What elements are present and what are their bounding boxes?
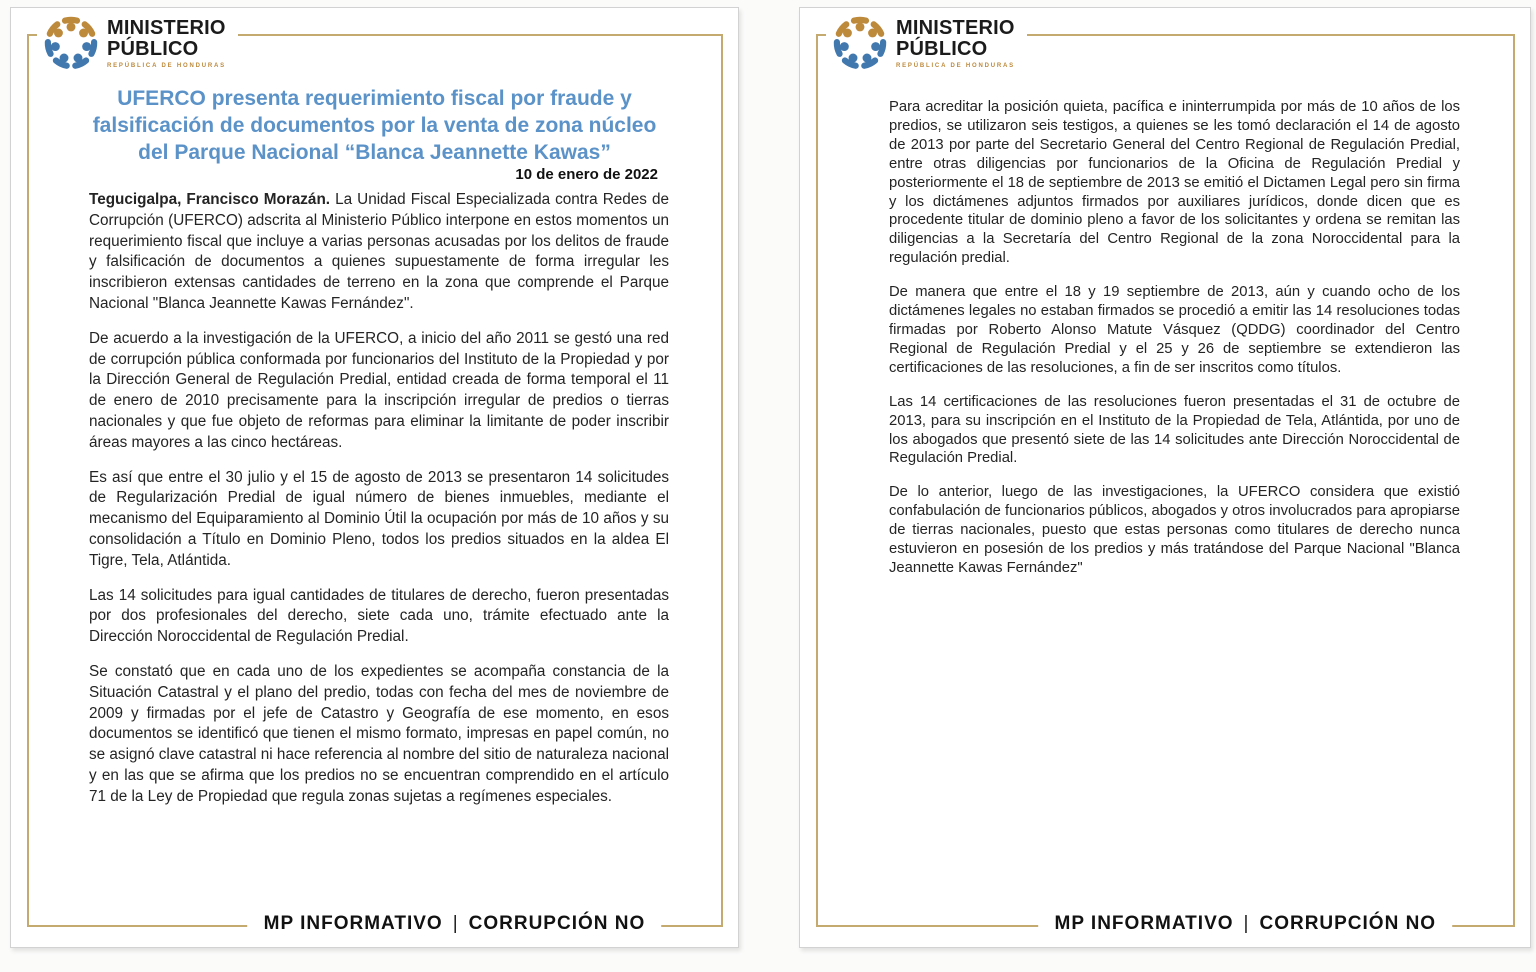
footer-mp-informativo-label: MP INFORMATIVO [1054,913,1234,934]
press-paragraph [89,190,669,315]
footer-divider: | [1243,913,1250,934]
press-paragraph: De acuerdo a la investigación de la UFERCO, a inicio del año 2011 se gestó una red de corrupción pública conformada por funcionarios del Instituto de la Propiedad y por la Dirección General de Regulación Predial, entidad creada de forma temporal el 11 de enero de 2010 precisamente para la inscripción irregular de predios o tierras nacionales y que fue objeto de reformas para eliminar la limitante de poder inscribir áreas mayores a las cinco hectáreas. [89,329,669,451]
footer-corrupcion-no-label: CORRUPCIÓN NO [468,913,646,934]
release-date: 10 de enero de 2022 [515,166,658,183]
people-ring-icon [832,15,888,71]
mp-logo [826,9,1027,75]
press-paragraph: De lo anterior, luego de las investigaciones, la UFERCO considera que existió confabulación de funcionarios públicos, abogados y otros involucrados para apropiarse de tierras nacionales, puesto que estas personas como titulares de derecho nunca estuvieron en posesión de los predios y más tratándose del Parque Nacional "Blanca Jeannette Kawas Fernández" [889,484,1460,576]
logo-name-line1: MINISTERIO [896,16,1015,39]
logo-name-line2: PÚBLICO [896,37,988,60]
press-paragraph: Para acreditar la posición quieta, pacífica e ininterrumpida por más de 10 años de los predios, se utilizaron seis testigos, a quienes se les tomó declaración el 14 de agosto de 2013 por parte del Secretario General del Centro Regional de Regulación Predial, entre otras diligencias por funcionarios de la Oficina de Regulación Predial y posteriormente el 18 de septiembre de 2013 se emitió el Dictamen Legal pero sin firma y los dictámenes adjuntos firmados por auxiliares jurídicos, donde dicen que es procedente titular de dominio pleno a favor de los solicitantes y ordena se remitan las diligencias a la Secretaría del Centro Regional de la zona Noroccidental para la regulación predial. [889,99,1460,267]
press-paragraph: Las 14 certificaciones de las resoluciones fueron presentadas el 31 de octubre de 2013, para su inscripción en el Instituto de la Propiedad de Tela, Atlántida, por uno de los abogados que presentó siete de las 14 solicitudes ante Dirección Noroccidental de Regulación Predial. [889,393,1460,467]
press-paragraph: Se constató que en cada uno de los expedientes se acompaña constancia de la Situación Catastral y el plano del predio, todas con fecha del mes de noviembre de 2009 y firmadas por el jefe de Catastro y Geografía de ese momento, en esos documentos se identificó que tienen el mismo formato, impresas en papel común, no se asignó clave catastral ni hace referencia al nombre del sitio de naturaleza nacional y en las que se afirma que los predios no se encuentran comprendido en el artículo 71 de la Ley de Propiedad que regula zonas sujetas a regímenes especiales. [89,662,669,805]
press-release-title [66,85,683,166]
page-1-body [89,190,669,822]
press-paragraph: Es así que entre el 30 julio y el 15 de agosto de 2013 se presentaron 14 solicitudes de Regularización Predial de igual número de bienes inmuebles, mediante el mecanismo del Equiparamiento al Dominio Útil la ocupación por más de 10 años y su consolidación a Título en Dominio Pleno, todos los predios situados en la aldea El Tigre, Tela, Atlántida. [89,468,669,569]
footer-banner [1039,907,1453,941]
footer-divider: | [452,913,459,934]
press-paragraph: Las 14 solicitudes para igual cantidades de titulares de derecho, fueron presentadas por dos profesionales del derecho, siete cada uno, trámite efectuado ante la Dirección Noroccidental de Regulación Predial. [89,586,669,646]
logo-tagline: REPÚBLICA DE HONDURAS [107,62,226,69]
people-ring-icon [43,15,99,71]
dateline-lead: Tegucigalpa, Francisco Morazán. [89,191,331,208]
press-paragraph: De manera que entre el 18 y 19 septiembre de 2013, aún y cuando ocho de los dictámenes legales no estaban firmados se procedió a emitir las 14 resoluciones todas firmadas por Roberto Alonso Matute Vásquez (QDDG) coordinador del Centro Regional de Regulación Predial y el 25 y 26 de septiembre se extendieron las certificaciones de las resoluciones, a fin de ser inscritos como títulos. [889,284,1460,376]
page-2-body [889,98,1460,593]
intro-text: La Unidad Fiscal Especializada contra Redes de Corrupción (UFERCO) adscrita al Ministerio Público interpone en estos momentos un requerimiento fiscal que incluye a varias personas acusadas por los delitos de fraude y falsificación de documentos a quienes supuestamente de forma irregular les inscribieron extensas cantidades de terreno en la zona que comprende el Parque Nacional "Blanca Jeannette Kawas Fernández". [89,191,669,312]
logo-wordmark [896,18,1015,69]
footer-banner [248,907,662,941]
logo-name-line2: PÚBLICO [107,37,199,60]
logo-tagline: REPÚBLICA DE HONDURAS [896,62,1015,69]
footer-corrupcion-no-label: CORRUPCIÓN NO [1259,913,1437,934]
title-line-1: UFERCO presenta requerimiento fiscal por fraude y [117,87,632,110]
logo-wordmark [107,18,226,69]
logo-name-line1: MINISTERIO [107,16,226,39]
press-release-page-1 [10,7,739,948]
press-release-page-2 [799,7,1531,948]
title-line-3: del Parque Nacional “Blanca Jeannette Kawas” [138,141,611,164]
footer-mp-informativo-label: MP INFORMATIVO [263,913,443,934]
title-line-2: falsificación de documentos por la venta de zona núcleo [92,114,657,137]
mp-logo [37,9,238,75]
